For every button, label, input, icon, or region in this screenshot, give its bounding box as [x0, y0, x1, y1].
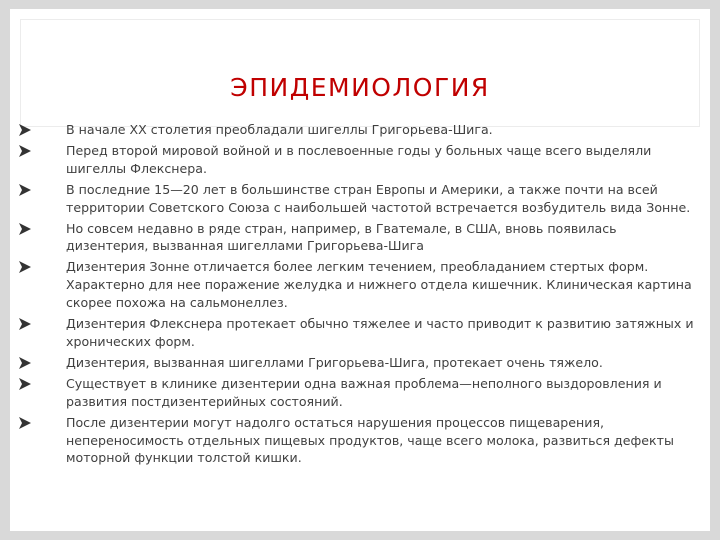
slide-title: ЭПИДЕМИОЛОГИЯ	[230, 73, 490, 102]
arrow-bullet-icon	[18, 183, 32, 197]
bullet-list	[18, 121, 700, 470]
bullet-item	[18, 315, 700, 351]
arrow-bullet-icon	[18, 377, 32, 391]
arrow-bullet-icon	[18, 123, 32, 137]
bullet-item	[18, 220, 700, 256]
arrow-bullet-icon	[18, 260, 32, 274]
title-area	[20, 19, 700, 127]
bullet-item	[18, 181, 700, 217]
bullet-text: Но совсем недавно в ряде стран, например, в Гватемале, в США, вновь появилась дизентерия, вызванная шигеллами Григорьева-Шига	[66, 220, 617, 254]
arrow-bullet-icon	[18, 222, 32, 236]
arrow-bullet-icon	[18, 356, 32, 370]
bullet-item	[18, 354, 700, 372]
bullet-item	[18, 375, 700, 411]
bullet-text: Дизентерия Зонне отличается более легким течением, преобладанием стертых форм. Характерно для нее поражение желудка и нижнего отдела кишечник. Клиническая картина скорее похожа на сальмонеллез.	[66, 259, 692, 311]
bullet-item	[18, 121, 700, 139]
arrow-bullet-icon	[18, 317, 32, 331]
arrow-bullet-icon	[18, 144, 32, 158]
bullet-text: Дизентерия Флекснера протекает обычно тяжелее и часто приводит к развитию затяжных и хронических форм.	[66, 316, 694, 349]
bullet-text: После дизентерии могут надолго остаться нарушения процессов пищеварения, непереносимость отдельных пищевых продуктов, чаще всего молока, развиться дефекты моторной функции толстой кишки.	[66, 414, 674, 466]
bullet-text: Существует в клинике дизентерии одна важная проблема—неполного выздоровления и развития постдизентерийных состояний.	[66, 375, 662, 409]
slide	[10, 9, 710, 531]
bullet-item	[18, 142, 700, 178]
bullet-text: Перед второй мировой войной и в послевоенные годы у больных чаще всего выделяли шигеллы Флекснера.	[66, 142, 652, 176]
bullet-item	[18, 258, 700, 312]
bullet-item	[18, 414, 700, 468]
arrow-bullet-icon	[18, 416, 32, 430]
bullet-text: Дизентерия, вызванная шигеллами Григорьева-Шига, протекает очень тяжело.	[66, 354, 603, 370]
bullet-text: В последние 15—20 лет в большинстве стран Европы и Америки, а также почти на всей территории Советского Союза с наибольшей частотой встречается возбудитель вида Зонне.	[66, 181, 691, 215]
bullet-text: В начале XX столетия преобладали шигеллы Григорьева-Шига.	[66, 122, 493, 137]
